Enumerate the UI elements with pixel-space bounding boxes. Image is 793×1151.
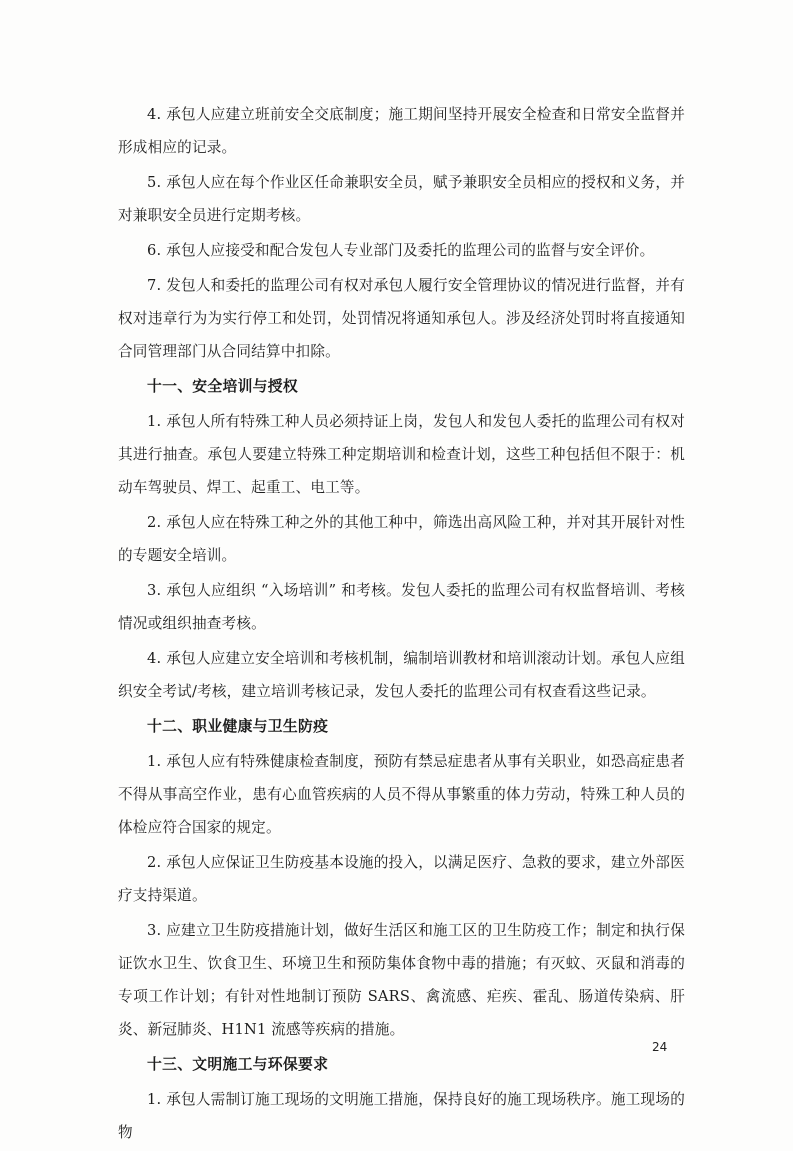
paragraph-4-safety-briefing: 4. 承包人应建立班前安全交底制度；施工期间坚持开展安全检查和日常安全监督并形成相应的记录。	[118, 106, 685, 156]
paragraph-6-supervision: 6. 承包人应接受和配合发包人专业部门及委托的监理公司的监督与安全评价。	[147, 242, 655, 259]
page-number: 24	[652, 1040, 668, 1054]
paragraph-13-1-civilized-construction: 1. 承包人需制订施工现场的文明施工措施，保持良好的施工现场秩序。施工现场的物	[118, 1091, 685, 1141]
section-heading-13: 十三、文明施工与环保要求	[147, 1056, 329, 1073]
section-heading-11: 十一、安全培训与授权	[147, 378, 298, 395]
paragraph-12-3-epidemic-prevention: 3. 应建立卫生防疫措施计划，做好生活区和施工区的卫生防疫工作；制定和执行保证饮水卫生、饮食卫生、环境卫生和预防集体食物中毒的措施；有灭蚊、灭鼠和消毒的专项工作计划；有针对性地制订预防 SARS、禽流感、疟疾、霍乱、肠道传染病、肝炎、新冠肺炎、H1N1 流感等疾病的措施。	[118, 922, 685, 1038]
paragraph-7-penalties: 7. 发包人和委托的监理公司有权对承包人履行安全管理协议的情况进行监督，并有权对违章行为为实行停工和处罚，处罚情况将通知承包人。涉及经济处罚时将直接通知合同管理部门从合同结算中扣除。	[118, 277, 685, 360]
paragraph-11-1-certification: 1. 承包人所有特殊工种人员必须持证上岗，发包人和发包人委托的监理公司有权对其进行抽查。承包人要建立特殊工种定期培训和检查计划，这些工种包括但不限于：机动车驾驶员、焊工、起重工、电工等。	[118, 413, 685, 496]
paragraph-11-3-entry-training: 3. 承包人应组织 “入场培训” 和考核。发包人委托的监理公司有权监督培训、考核情况或组织抽查考核。	[118, 582, 685, 632]
paragraph-5-part-time-safety-officer: 5. 承包人应在每个作业区任命兼职安全员，赋予兼职安全员相应的授权和义务，并对兼职安全员进行定期考核。	[118, 174, 685, 224]
document-body	[118, 98, 685, 1151]
section-heading-12: 十二、职业健康与卫生防疫	[147, 718, 329, 735]
paragraph-11-2-high-risk-training: 2. 承包人应在特殊工种之外的其他工种中，筛选出高风险工种，并对其开展针对性的专题安全培训。	[118, 514, 685, 564]
paragraph-12-2-medical-support: 2. 承包人应保证卫生防疫基本设施的投入，以满足医疗、急救的要求，建立外部医疗支持渠道。	[118, 854, 685, 904]
paragraph-11-4-training-records: 4. 承包人应建立安全培训和考核机制，编制培训教材和培训滚动计划。承包人应组织安全考试/考核，建立培训考核记录，发包人委托的监理公司有权查看这些记录。	[118, 650, 685, 700]
paragraph-12-1-health-check: 1. 承包人应有特殊健康检查制度，预防有禁忌症患者从事有关职业，如恐高症患者不得从事高空作业，患有心血管疾病的人员不得从事繁重的体力劳动，特殊工种人员的体检应符合国家的规定。	[118, 753, 685, 836]
